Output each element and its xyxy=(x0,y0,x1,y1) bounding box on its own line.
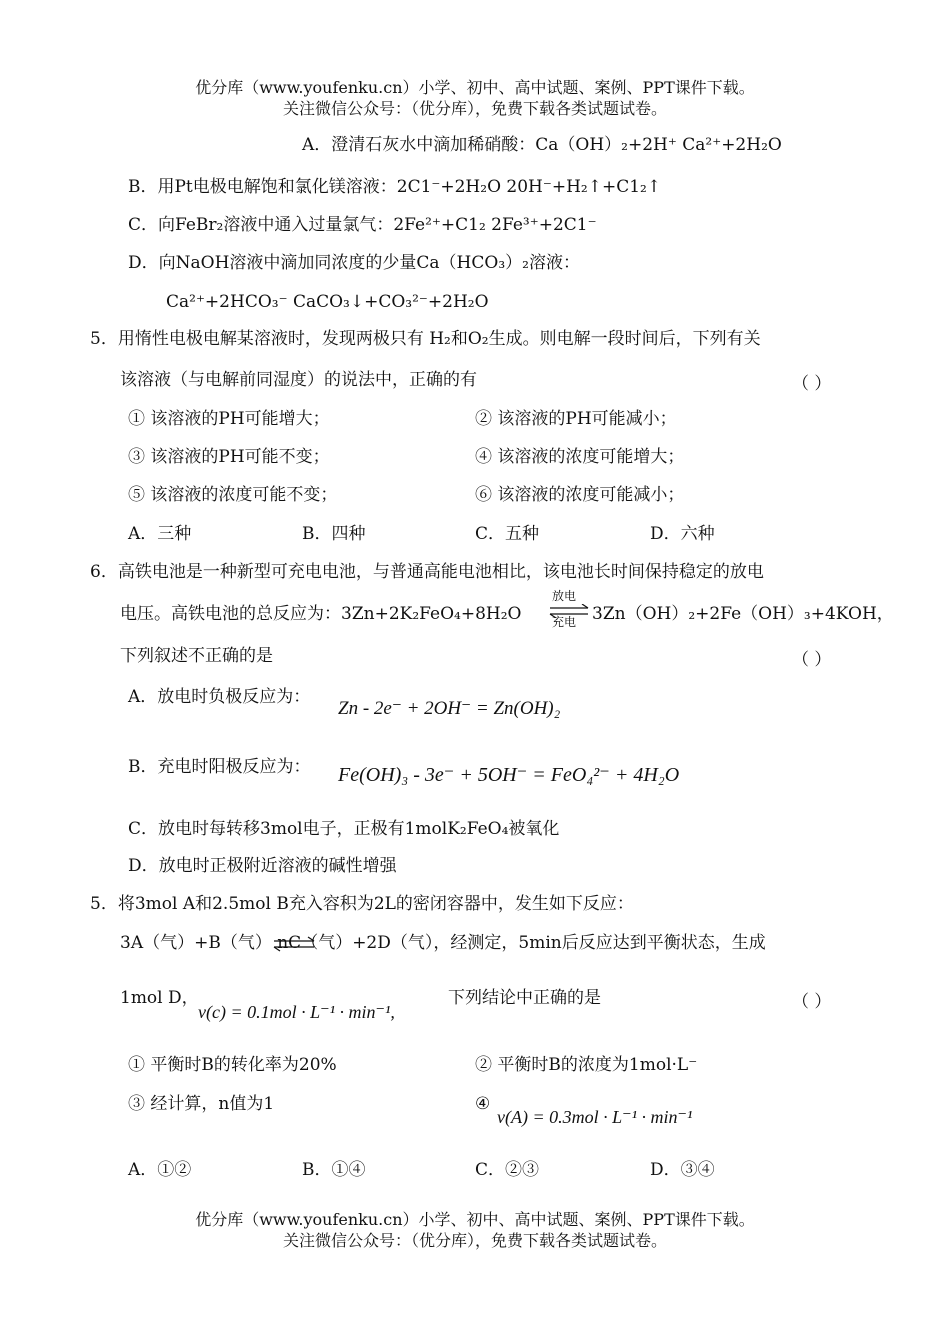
q5a-answer-paren: （ ） xyxy=(792,374,832,394)
equilibrium-arrow-icon xyxy=(272,936,316,952)
q5a-option-d: D．六种 xyxy=(650,524,715,544)
q6-charge-label: 充电 xyxy=(552,615,577,629)
header-line-1: 优分库（www.youfenku.cn）小学、初中、高中试题、案例、PPT课件下载。 xyxy=(195,78,755,97)
q5b-option-d: D．③④ xyxy=(650,1160,715,1180)
q5b-option-b: B．①④ xyxy=(302,1160,366,1180)
q5b-statement-2: ② 平衡时B的浓度为1mol·L⁻ xyxy=(475,1055,698,1075)
q5b-statement-3: ③ 经计算，n值为1 xyxy=(128,1094,275,1114)
q5a-stem-line-1: 5．用惰性电极电解某溶液时，发现两极只有 H₂和O₂生成。则电解一段时间后，下列有关 xyxy=(90,329,761,349)
q5a-option-c: C．五种 xyxy=(475,524,540,544)
q5b-statement-4: ④ xyxy=(475,1094,491,1114)
q4-option-d-equation: Ca²⁺+2HCO₃⁻ CaCO₃↓+CO₃²⁻+2H₂O xyxy=(166,292,489,312)
q6-answer-paren: （ ） xyxy=(792,650,832,670)
q4-option-c: C．向FeBr₂溶液中通入过量氯气：2Fe²⁺+C1₂ 2Fe³⁺+2C1⁻ xyxy=(128,215,597,235)
header-line-2: 关注微信公众号：（优分库），免费下载各类试题试卷。 xyxy=(282,99,667,118)
q5a-statement-1: ① 该溶液的PH可能增大； xyxy=(128,409,330,429)
q5a-statement-4: ④ 该溶液的浓度可能增大； xyxy=(475,447,685,467)
q6-option-a: A．放电时负极反应为： xyxy=(128,687,311,707)
q5b-stem-line-3b: 下列结论中正确的是 xyxy=(448,988,601,1008)
q6-stem-line-2a: 电压。高铁电池的总反应为：3Zn+2K₂FeO₄+8H₂O xyxy=(120,604,522,624)
q6-option-b: B．充电时阳极反应为： xyxy=(128,757,311,777)
q5a-option-a: A．三种 xyxy=(128,524,192,544)
q5b-rate-expression: v(c) = 0.1mol · L⁻¹ · min⁻¹, xyxy=(198,1002,395,1022)
footer-line-2: 关注微信公众号：（优分库），免费下载各类试题试卷。 xyxy=(282,1231,667,1250)
q5a-statement-5: ⑤ 该溶液的浓度可能不变； xyxy=(128,485,338,505)
q4-option-a: A．澄清石灰水中滴加稀硝酸：Ca（OH）₂+2H⁺ Ca²⁺+2H₂O xyxy=(302,135,782,155)
q5b-option-c: C．②③ xyxy=(475,1160,540,1180)
q4-option-d: D．向NaOH溶液中滴加同浓度的少量Ca（HCO₃）₂溶液： xyxy=(128,253,580,273)
q6-option-b-equation: Fe(OH)₃ - 3e⁻ + 5OH⁻ = FeO₄²⁻ + 4H₂O xyxy=(338,764,680,786)
q5b-stem-line-2: 3A（气）+B（气） nC（气）+2D（气），经测定，5min后反应达到平衡状态，生成 xyxy=(120,933,766,953)
q6-stem-line-2b: 3Zn（OH）₂+2Fe（OH）₃+4KOH， xyxy=(592,604,894,624)
q5b-statement-4-equation: v(A) = 0.3mol · L⁻¹ · min⁻¹ xyxy=(497,1107,693,1127)
q6-option-d: D．放电时正极附近溶液的碱性增强 xyxy=(128,856,397,876)
footer-line-1: 优分库（www.youfenku.cn）小学、初中、高中试题、案例、PPT课件下载。 xyxy=(195,1210,755,1229)
q6-stem-line-1: 6．高铁电池是一种新型可充电电池，与普通高能电池相比，该电池长时间保持稳定的放电 xyxy=(90,562,764,582)
q5b-stem-line-3a: 1mol D， xyxy=(120,988,199,1008)
q5a-statement-6: ⑥ 该溶液的浓度可能减小； xyxy=(475,485,685,505)
q5b-stem-line-1: 5．将3mol A和2.5mol B充入容积为2L的密闭容器中，发生如下反应： xyxy=(90,894,634,914)
q5a-option-b: B．四种 xyxy=(302,524,366,544)
q5a-statement-2: ② 该溶液的PH可能减小； xyxy=(475,409,677,429)
q6-option-a-equation: Zn - 2e⁻ + 2OH⁻ = Zn(OH)₂ xyxy=(338,698,561,719)
q5a-stem-line-2: 该溶液（与电解前同湿度）的说法中，正确的有 xyxy=(120,370,477,390)
q6-discharge-label: 放电 xyxy=(552,589,577,603)
q6-option-c: C．放电时每转移3mol电子，正极有1molK₂FeO₄被氧化 xyxy=(128,819,560,839)
q5b-statement-1: ① 平衡时B的转化率为20% xyxy=(128,1055,337,1075)
q6-stem-line-3: 下列叙述不正确的是 xyxy=(120,646,273,666)
q5b-answer-paren: （ ） xyxy=(792,992,832,1012)
q4-option-b: B．用Pt电极电解饱和氯化镁溶液：2C1⁻+2H₂O 20H⁻+H₂↑+C1₂↑ xyxy=(128,177,662,197)
q5a-statement-3: ③ 该溶液的PH可能不变； xyxy=(128,447,330,467)
q5b-option-a: A．①② xyxy=(128,1160,192,1180)
